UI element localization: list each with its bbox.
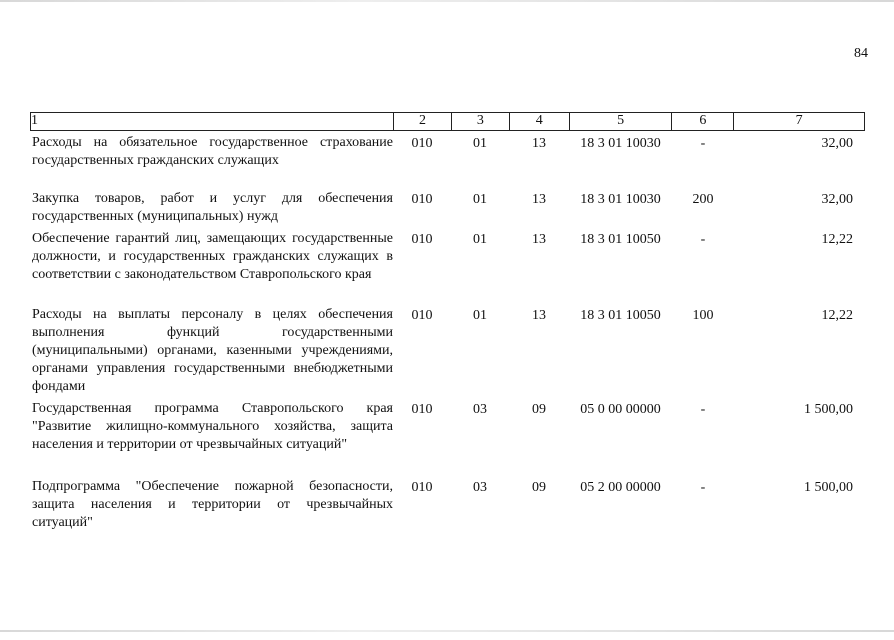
row-amount: 12,22: [821, 308, 853, 323]
row-code-2: 010: [411, 136, 433, 151]
row-code-2: 010: [411, 232, 433, 247]
table-row: [30, 134, 865, 190]
row-code-3: 03: [473, 480, 487, 495]
header-col-4: 4: [509, 113, 569, 130]
table-row: [30, 400, 865, 478]
row-code-5: 18 3 01 10050: [580, 232, 661, 247]
header-col-1: 1: [31, 113, 38, 128]
row-description: Закупка товаров, работ и услуг для обеспечения государственных (муниципальных) нужд: [32, 191, 393, 224]
row-description: Расходы на обязательное государственное страхование государственных гражданских служащих: [32, 135, 393, 168]
row-code-5: 05 0 00 00000: [580, 402, 661, 417]
table-row: [30, 190, 865, 230]
header-col-2: 2: [393, 113, 451, 130]
budget-table: [30, 112, 865, 534]
bottom-scan-edge: [0, 630, 894, 632]
row-code-6: -: [700, 136, 706, 151]
header-col-5: 5: [569, 113, 672, 130]
row-code-4: 13: [532, 232, 546, 247]
row-description: Обеспечение гарантий лиц, замещающих государственные должности, и государственных гражданских служащих в соответствии с законодательством Ставропольского края: [32, 231, 393, 282]
row-code-2: 010: [411, 192, 433, 207]
row-description: Подпрограмма "Обеспечение пожарной безопасности, защита населения и территории от чрезвычайных ситуаций": [32, 479, 393, 530]
row-code-4: 13: [532, 136, 546, 151]
row-description: Государственная программа Ставропольского края "Развитие жилищно-коммунального хозяйства, защита населения и территории от чрезвычайных ситуаций": [32, 401, 393, 452]
row-code-6: 200: [692, 192, 714, 207]
row-amount: 32,00: [821, 136, 853, 151]
table-row: [30, 230, 865, 306]
row-code-3: 01: [473, 136, 487, 151]
row-code-2: 010: [411, 402, 433, 417]
table-header: [30, 112, 865, 131]
top-scan-edge: [0, 0, 894, 2]
row-code-6: 100: [692, 308, 714, 323]
row-code-6: -: [700, 480, 706, 495]
row-code-5: 05 2 00 00000: [580, 480, 661, 495]
page-number: 84: [854, 46, 868, 61]
row-code-3: 01: [473, 232, 487, 247]
row-code-3: 01: [473, 192, 487, 207]
row-description: Расходы на выплаты персоналу в целях обеспечения выполнения функций государственными (муниципальными) органами, казенными учреждениями, органами управления государственными внебюджетными фондами: [32, 307, 393, 394]
row-amount: 1 500,00: [804, 402, 853, 417]
table-row: [30, 478, 865, 534]
header-col-6: 6: [671, 113, 733, 130]
header-col-3: 3: [451, 113, 509, 130]
row-amount: 1 500,00: [804, 480, 853, 495]
row-code-4: 13: [532, 308, 546, 323]
row-code-4: 13: [532, 192, 546, 207]
table-row: [30, 306, 865, 400]
row-code-5: 18 3 01 10050: [580, 308, 661, 323]
row-code-6: -: [700, 402, 706, 417]
row-code-5: 18 3 01 10030: [580, 136, 661, 151]
row-code-2: 010: [411, 480, 433, 495]
row-code-6: -: [700, 232, 706, 247]
row-code-3: 03: [473, 402, 487, 417]
row-code-5: 18 3 01 10030: [580, 192, 661, 207]
row-code-4: 09: [532, 480, 546, 495]
row-code-3: 01: [473, 308, 487, 323]
row-code-4: 09: [532, 402, 546, 417]
header-col-7: 7: [733, 113, 864, 130]
row-amount: 32,00: [821, 192, 853, 207]
row-amount: 12,22: [821, 232, 853, 247]
row-code-2: 010: [411, 308, 433, 323]
